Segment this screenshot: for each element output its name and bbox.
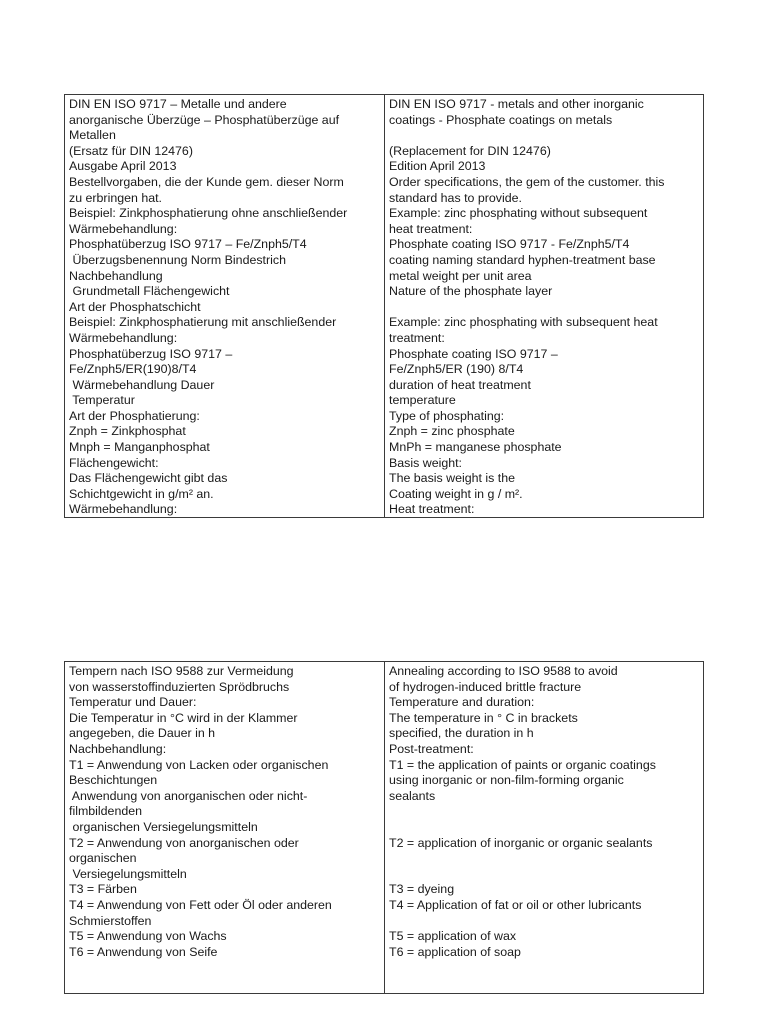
text-line: T2 = Anwendung von anorganischen oder [69,835,299,850]
text-line: Überzugsbenennung Norm Bindestrich [69,252,286,267]
text-line: Phosphatüberzug ISO 9717 – [69,346,233,361]
text-line: T1 = the application of paints or organic coatings [389,757,656,772]
text-line: T5 = Anwendung von Wachs [69,929,227,944]
text-line: Nachbehandlung: [69,741,167,756]
text-line: Schichtgewicht in g/m² an. [69,486,214,501]
text-line: treatment: [389,330,445,345]
text-line: MnPh = manganese phosphate [389,440,562,455]
text-line: Temperatur [69,393,135,408]
text-line: Example: zinc phosphating with subsequent heat [389,315,658,330]
text-line [389,300,699,316]
text-line: Basis weight: [389,455,463,470]
text-line: duration of heat treatment [389,377,531,392]
text-line: standard has to provide. [389,190,522,205]
text-line: Wärmebehandlung: [69,502,178,517]
text-line: temperature [389,393,456,408]
text-line: Phosphatüberzug ISO 9717 – Fe/Znph5/T4 [69,237,307,252]
text-line: Phosphate coating ISO 9717 - Fe/Znph5/T4 [389,237,630,252]
text-line: T6 = Anwendung von Seife [69,944,218,959]
text-line: Annealing according to ISO 9588 to avoid [389,664,618,678]
translation-table-2 [64,661,704,994]
text-line: T4 = Application of fat or oil or other lubricants [389,897,642,912]
text-line: coating naming standard hyphen-treatment base [389,252,656,267]
text-line: T5 = application of wax [389,929,517,944]
text-line: T2 = application of inorganic or organic sealants [389,835,653,850]
english-column [385,95,703,517]
text-line: Nachbehandlung [69,268,163,283]
text-line: Temperatur und Dauer: [69,695,197,710]
text-line: filmbildenden [69,804,143,819]
text-line [389,851,699,867]
text-line: angegeben, die Dauer in h [69,726,216,741]
text-line [389,820,699,836]
text-line: metal weight per unit area [389,268,532,283]
text-line: Art der Phosphatierung: [69,408,200,423]
text-line: Tempern nach ISO 9588 zur Vermeidung [69,664,294,678]
text-line [389,914,699,930]
text-line: Metallen [69,128,116,143]
text-line: T4 = Anwendung von Fett oder Öl oder anderen [69,897,332,912]
text-line: coatings - Phosphate coatings on metals [389,112,613,127]
text-line: Phosphate coating ISO 9717 – [389,346,558,361]
text-line: Example: zinc phosphating without subsequent [389,206,648,221]
text-line: Mnph = Manganphosphat [69,440,210,455]
text-line [389,128,699,144]
text-line: Wärmebehandlung: [69,330,178,345]
text-line: heat treatment: [389,221,473,236]
german-column [65,662,385,993]
text-line: Nature of the phosphate layer [389,284,553,299]
translation-table-1 [64,94,704,518]
text-line: Order specifications, the gem of the customer. this [389,174,665,189]
text-line: organischen [69,851,137,866]
text-line: Schmierstoffen [69,913,152,928]
text-line: Fe/Znph5/ER(190)8/T4 [69,362,197,377]
text-line: (Replacement for DIN 12476) [389,143,551,158]
text-line: Die Temperatur in °C wird in der Klammer [69,710,298,725]
text-line: Beschichtungen [69,773,158,788]
text-line: DIN EN ISO 9717 - metals and other inorganic [389,97,644,111]
text-line: Coating weight in g / m². [389,486,523,501]
text-line: Heat treatment: [389,502,475,517]
text-line: Temperature and duration: [389,695,535,710]
text-line: T6 = application of soap [389,944,521,959]
text-line: T3 = Färben [69,882,137,897]
english-column [385,662,703,993]
text-line: Art der Phosphatschicht [69,299,201,314]
text-line: Ausgabe April 2013 [69,159,177,174]
german-column [65,95,385,517]
text-line: Type of phosphating: [389,408,505,423]
text-line: zu erbringen hat. [69,190,162,205]
text-line: anorganische Überzüge – Phosphatüberzüge auf [69,112,340,127]
text-line: Beispiel: Zinkphosphatierung ohne anschließender [69,206,348,221]
text-line: Post-treatment: [389,741,474,756]
text-line [389,867,699,883]
text-line: Edition April 2013 [389,159,486,174]
text-line: Versiegelungsmitteln [69,866,187,881]
text-line: DIN EN ISO 9717 – Metalle und andere [69,97,287,111]
text-line: specified, the duration in h [389,726,534,741]
text-line: Znph = zinc phosphate [389,424,515,439]
text-line: sealants [389,788,436,803]
text-line: Grundmetall Flächengewicht [69,284,230,299]
text-line: The basis weight is the [389,471,516,486]
text-line: of hydrogen-induced brittle fracture [389,679,582,694]
text-line: (Ersatz für DIN 12476) [69,143,193,158]
text-line: Znph = Zinkphosphat [69,424,186,439]
text-line: Flächengewicht: [69,455,159,470]
text-line: Fe/Znph5/ER (190) 8/T4 [389,362,524,377]
text-line: T3 = dyeing [389,882,455,897]
text-line [389,804,699,820]
text-line: Wärmebehandlung: [69,221,178,236]
text-line: organischen Versiegelungsmitteln [69,819,258,834]
text-line: Beispiel: Zinkphosphatierung mit anschließender [69,315,337,330]
text-line: von wasserstoffinduzierten Sprödbruchs [69,679,290,694]
text-line: T1 = Anwendung von Lacken oder organischen [69,757,329,772]
text-line: Das Flächengewicht gibt das [69,471,228,486]
text-line: using inorganic or non-film-forming organic [389,773,624,788]
text-line: Bestellvorgaben, die der Kunde gem. dieser Norm [69,174,344,189]
text-line: Anwendung von anorganischen oder nicht- [69,788,308,803]
text-line: The temperature in ° C in brackets [389,710,578,725]
text-line: Wärmebehandlung Dauer [69,377,215,392]
